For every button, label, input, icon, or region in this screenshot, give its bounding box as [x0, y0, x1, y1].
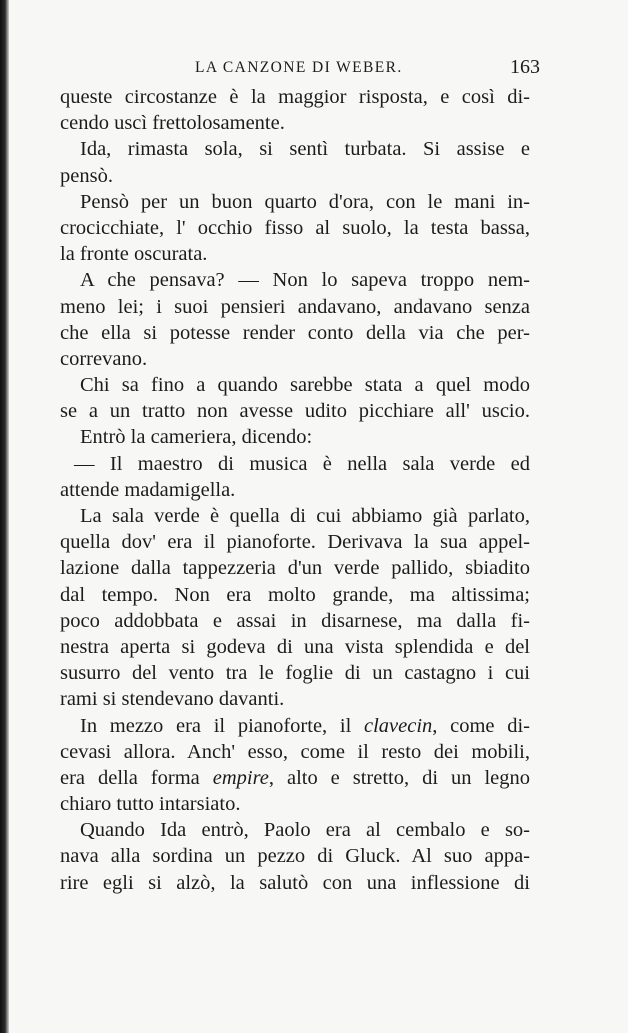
text-line: Entrò la cameriera, dicendo: — [80, 426, 313, 449]
text-line: attende madamigella. — [60, 478, 236, 501]
text-line: nava alla sordina un pezzo di Gluck. Al suo appa- — [60, 845, 530, 868]
text-segment: , come di- — [432, 714, 531, 737]
text-line: crocicchiate, l' occhio fisso al suolo, la testa bassa, — [60, 216, 530, 239]
text-line: — Il maestro di musica è nella sala verde ed — [74, 452, 530, 475]
text-line: susurro del vento tra le foglie di un castagno i cui — [60, 662, 530, 685]
text-line: nestra aperta si godeva di una vista splendida e del — [60, 635, 530, 658]
text-line: lazione dalla tappezzeria d'un verde pallido, sbiadito — [60, 557, 530, 580]
text-line: cevasi allora. Anch' esso, come il resto dei mobili, — [60, 740, 530, 763]
text-line: pensò. — [60, 164, 113, 187]
text-line: dal tempo. Non era molto grande, ma altissima; — [60, 583, 530, 606]
page-header — [60, 56, 540, 86]
text-line: poco addobbata e assai in disarnese, ma dalla fi- — [60, 609, 530, 632]
text-segment: era della forma — [60, 766, 200, 789]
text-segment: In mezzo era il pianoforte, il — [80, 714, 352, 737]
text-line: chiaro tutto intarsiato. — [60, 793, 241, 816]
text-line: rire egli si alzò, la salutò con una inflessione di — [60, 871, 530, 894]
text-line: quella dov' era il pianoforte. Derivava la sua appel- — [60, 531, 530, 554]
text-line: Chi sa fino a quando sarebbe stata a quel modo — [80, 374, 530, 397]
text-line — [60, 713, 530, 739]
body-text — [60, 84, 530, 896]
text-line: Ida, rimasta sola, si sentì turbata. Si assise e — [80, 138, 530, 161]
text-line: meno lei; i suoi pensieri andavano, andavano senza — [60, 295, 530, 318]
text-line: che ella si potesse render conto della via che per- — [60, 321, 530, 344]
italic-term: empire — [212, 766, 269, 789]
text-line: correvano. — [60, 347, 148, 370]
text-line: se a un tratto non avesse udito picchiare all' uscio. — [60, 400, 530, 423]
text-line: rami si stendevano davanti. — [60, 688, 285, 711]
text-line: La sala verde è quella di cui abbiamo già parlato, — [80, 505, 530, 527]
book-spine-shadow — [0, 0, 9, 1033]
text-line: Quando Ida entrò, Paolo era al cembalo e so- — [80, 819, 530, 842]
italic-term: clavecin — [364, 714, 433, 737]
text-segment: , alto e stretto, di un legno — [268, 766, 531, 789]
text-line: A che pensava? — Non lo sapeva troppo nem- — [80, 269, 530, 292]
running-title: LA CANZONE DI WEBER. — [195, 59, 403, 76]
text-line: Pensò per un buon quarto d'ora, con le mani in- — [80, 190, 530, 213]
text-line: queste circostanze è la maggior risposta, e così di- — [60, 86, 530, 108]
text-line: la fronte oscurata. — [60, 243, 208, 266]
text-line: cendo uscì frettolosamente. — [60, 112, 285, 135]
page-number: 163 — [510, 56, 540, 78]
text-line — [60, 765, 530, 791]
